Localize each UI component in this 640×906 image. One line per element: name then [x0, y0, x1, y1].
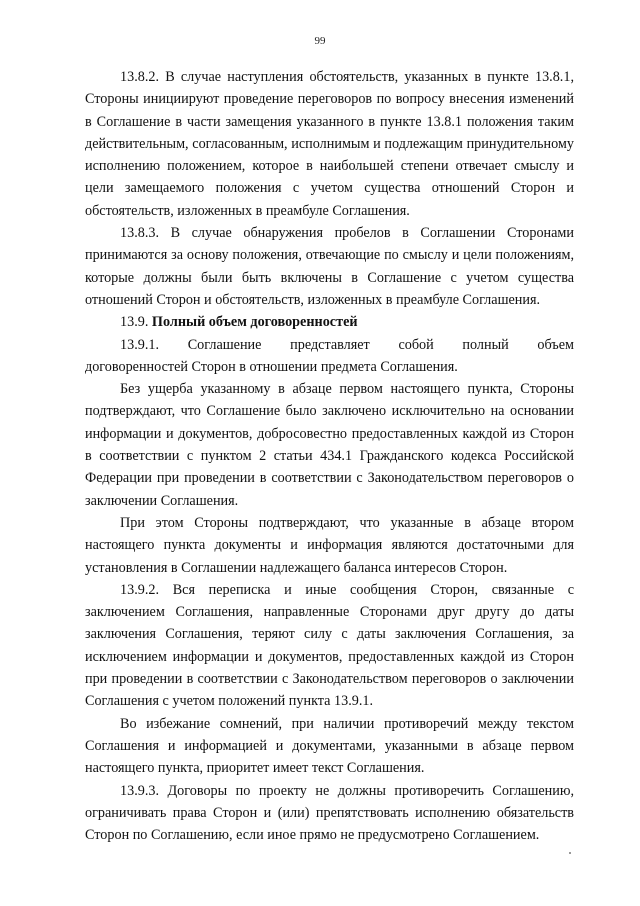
paragraph-13-9-1-line2: договоренностей Сторон в отношении предмета Соглашения.: [85, 358, 458, 375]
paragraph-13-9-2-second: Во избежание сомнений, при наличии противоречий между текстом Соглашения и информацией и документами, указанными в абзаце первом настоящего пункта, приоритет имеет текст Соглашения.: [85, 715, 574, 777]
paragraph-13-9-2: 13.9.2. Вся переписка и иные сообщения Сторон, связанные с заключением Соглашения, направленные Сторонами друг другу до даты заключения Соглашения, теряют силу с даты заключения Соглашения, за исключением информации и документов, предоставленных каждой из Сторон при проведении в соответствии с Законодательством переговоров о заключении Соглашения с учетом положений пункта 13.9.1.: [85, 581, 574, 710]
scan-artifact-dot: [569, 852, 571, 854]
section-heading-13-9: [85, 311, 574, 333]
section-number: 13.9.: [120, 314, 149, 331]
paragraph-13-8-3: 13.8.3. В случае обнаружения пробелов в Соглашении Сторонами принимаются за основу положения, отвечающие по смыслу и цели положениям, которые должны были быть включены в Соглашение с учетом существа отношений Сторон и обстоятельств, изложенных в преамбуле Соглашения.: [85, 225, 574, 308]
paragraph-13-9-1-line1: 13.9.1. Соглашение представляет собой полный объем: [120, 336, 574, 353]
page-number: 99: [314, 35, 326, 47]
paragraph-13-9-1-second: Без ущерба указанному в абзаце первом настоящего пункта, Стороны подтверждают, что Соглашение было заключено исключительно на основании информации и документов, добросовестно предоставленных каждой из Сторон в соответствии с пунктом 2 статьи 434.1 Гражданского кодекса Российской Федерации при проведении в соответствии с Законодательством переговоров о заключении Соглашения.: [85, 381, 574, 509]
paragraph-13-8-2: 13.8.2. В случае наступления обстоятельств, указанных в пункте 13.8.1, Стороны инициируют проведение переговоров по вопросу внесения изменений в Соглашение в части замещения указанного в пункте 13.8.1 положения таким действительным, согласованным, исполнимым и подлежащим принудительному исполнению положением, которое в наибольшей степени отвечает смыслу и цели замещаемого положения с учетом существа отношений Сторон и обстоятельств, изложенных в преамбуле Соглашения.: [85, 69, 574, 219]
paragraph-13-9-1-third: При этом Стороны подтверждают, что указанные в абзаце втором настоящего пункта документы и информация являются достаточными для установления в Соглашении надлежащего баланса интересов Сторон.: [85, 514, 574, 576]
document-body: [85, 66, 574, 846]
paragraph-13-9-3: 13.9.3. Договоры по проекту не должны противоречить Соглашению, ограничивать права Сторон и (или) препятствовать исполнению обязательств Сторон по Соглашению, если иное прямо не предусмотрено Соглашением.: [85, 782, 574, 844]
section-title: Полный объем договоренностей: [151, 314, 358, 331]
